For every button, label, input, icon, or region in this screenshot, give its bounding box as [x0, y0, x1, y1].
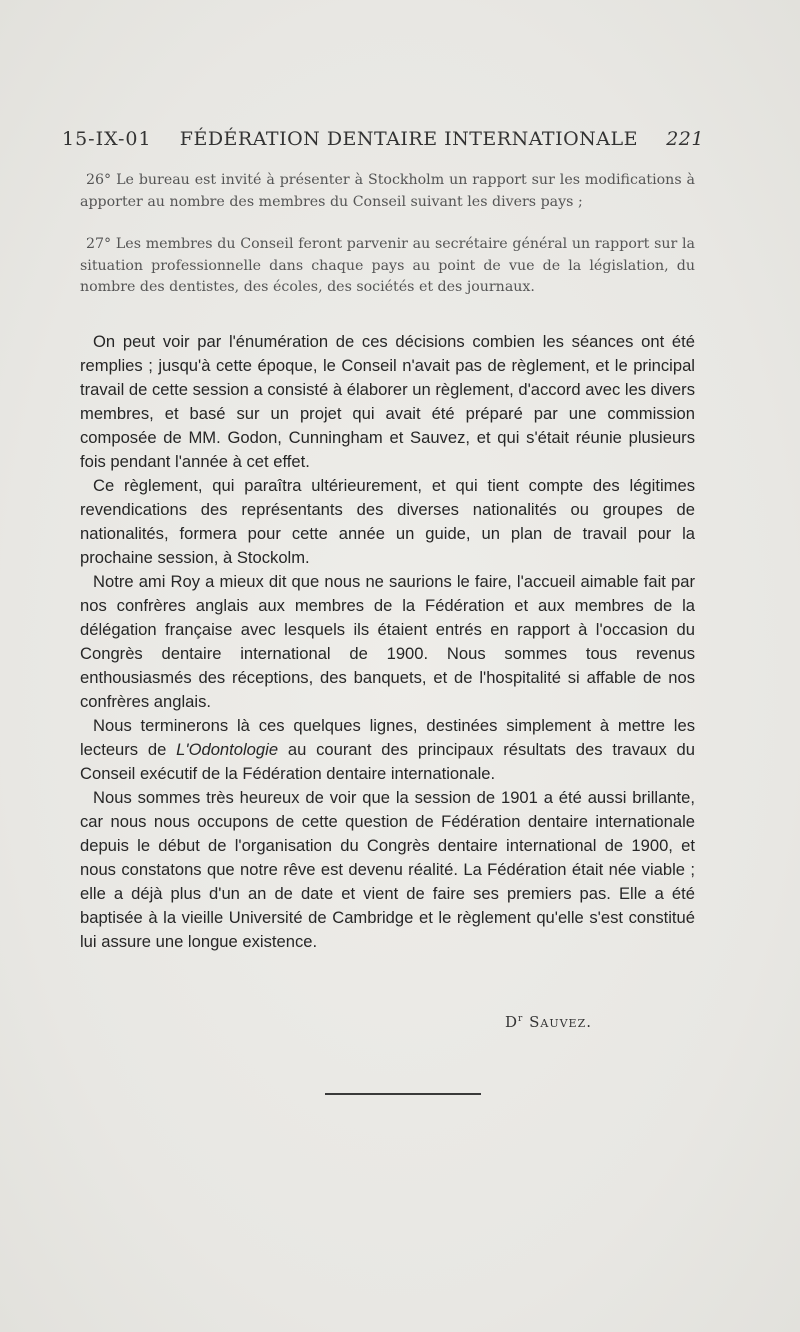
- author-name: Sauvez.: [529, 1013, 592, 1031]
- resolution-26: 26° Le bureau est invité à présenter à Stockholm un rapport sur les modifications à apporter au nombre des membres du Conseil suivant les divers pays ;: [80, 172, 695, 210]
- resolution-27: 27° Les membres du Conseil feront parvenir au secrétaire général un rapport sur la situation professionnelle dans chaque pays au point de vue de la législation, du nombre des dentistes, des écoles, des sociétés et des journaux.: [80, 236, 695, 295]
- paragraph-reglement: Ce règlement, qui paraîtra ultérieurement, et qui tient compte des légitimes revendications des représentants des diverses nationalités ou groupes de nationalités, formera pour cette année un guide, un plan de travail pour la prochaine session, à Stockolm.: [80, 476, 695, 567]
- body-text: [80, 330, 695, 954]
- signature: $D^r$ Sauvez.: [505, 1013, 592, 1031]
- page-number: 221: [666, 128, 704, 150]
- paragraph-decisions: On peut voir par l'énumération de ces décisions combien les séances ont été remplies ; jusqu'à cette époque, le Conseil n'avait pas de règlement, et le principal travail de cette session a consisté à élaborer un règlement, d'accord avec les divers membres, et basé sur un projet qui avait été préparé par une commission composée de MM. Godon, Cunningham et Sauvez, et qui s'était réunie plusieurs fois pendant l'année à cet effet.: [80, 332, 695, 471]
- header-title: FÉDÉRATION DENTAIRE INTERNATIONALE: [179, 128, 639, 150]
- paragraph-conclusion: Nous terminerons là ces quelques lignes, destinées simplement à mettre les lecteurs de L'Odontologie au courant des principaux résultats des travaux du Conseil exécutif de la Fédération dentaire internationale.: [80, 716, 696, 783]
- section-divider: [325, 1093, 481, 1095]
- header-date: 15-IX-01: [62, 128, 152, 150]
- journal-title: L'Odontologie: [176, 740, 279, 759]
- running-header: [62, 128, 704, 150]
- paragraph-closing: Nous sommes très heureux de voir que la session de 1901 a été aussi brillante, car nous nous occupons de cette question de Fédération dentaire internationale depuis le début de l'organisation du Congrès dentaire international de 1900, et nous constatons que notre rêve est devenu réalité. La Fédération était née viable ; elle a déjà plus d'un an de date et vient de faire ses premiers pas. Elle a été baptisée à la vieille Université de Cambridge et le règlement qu'elle s'est constitué lui assure une longue existence.: [80, 788, 695, 951]
- paragraph-accueil: Notre ami Roy a mieux dit que nous ne saurions le faire, l'accueil aimable fait par nos confrères anglais aux membres de la Fédération et aux membres de la délégation française avec lesquels ils étaient entrés en rapport à l'occasion du Congrès dentaire international de 1900. Nous sommes tous revenus enthousiasmés des réceptions, des banquets, et de l'hospitalité si affable de nos confrères anglais.: [80, 572, 695, 711]
